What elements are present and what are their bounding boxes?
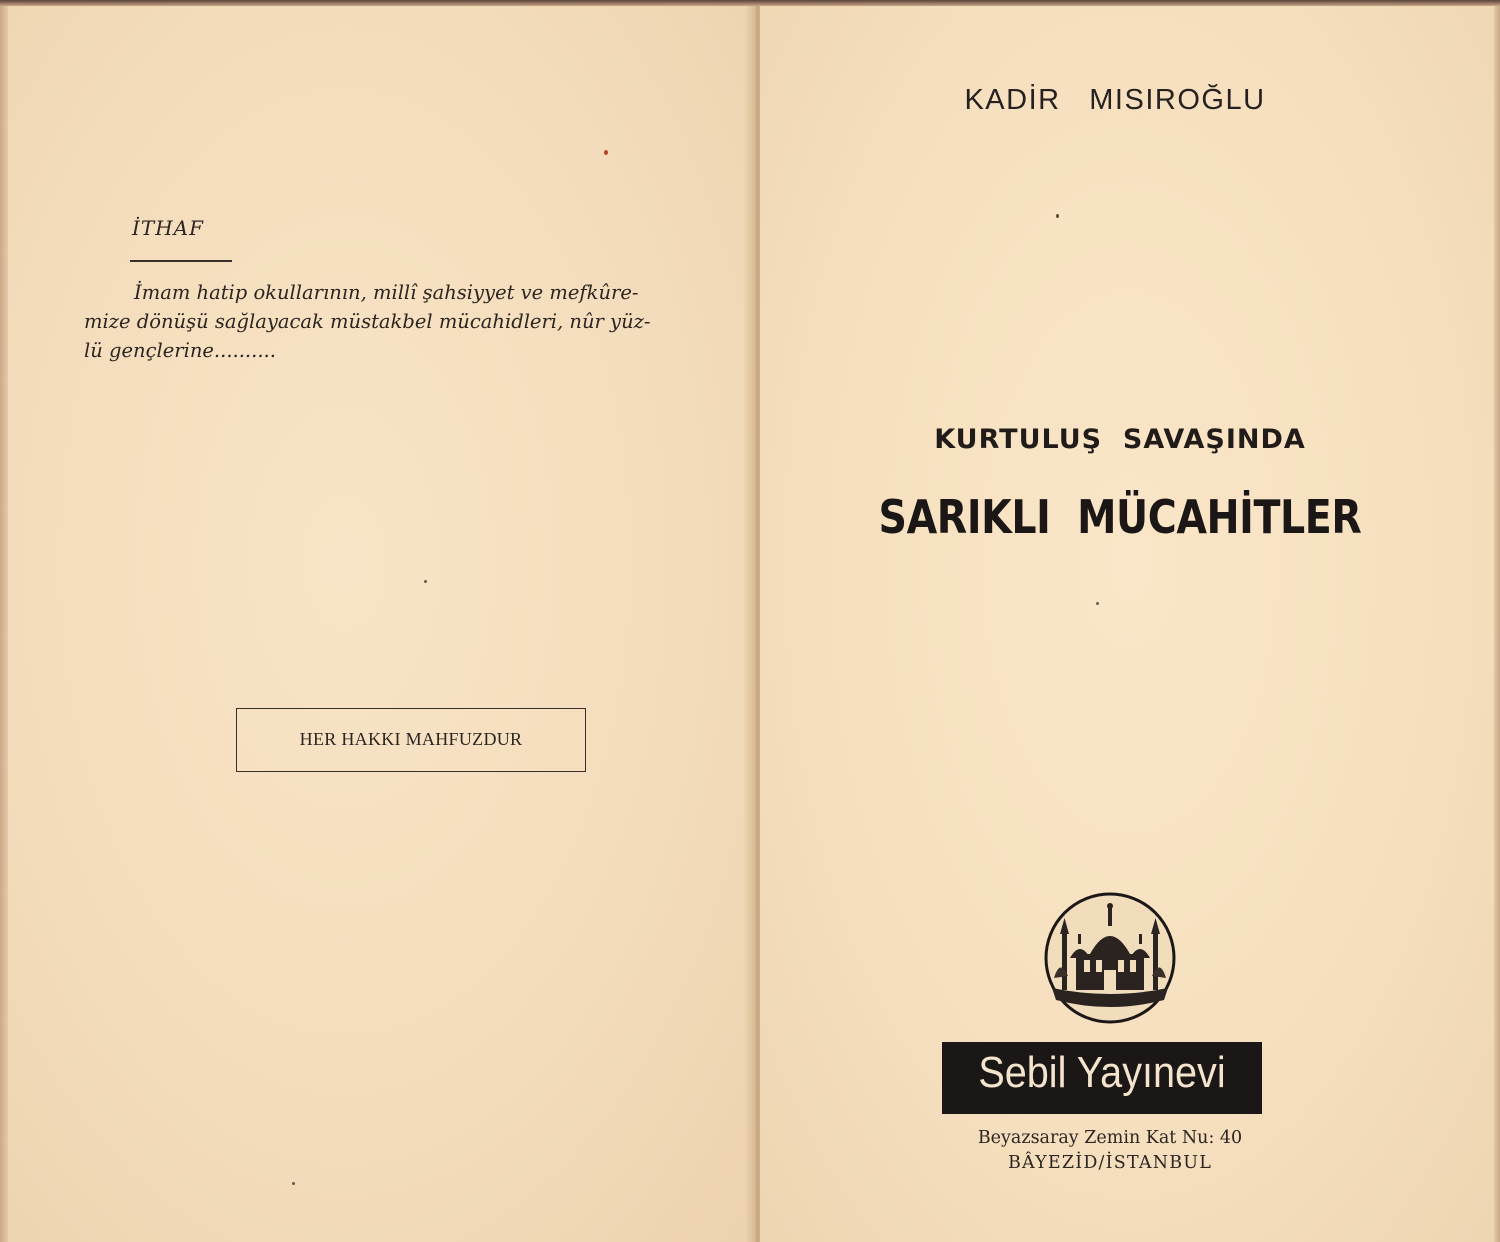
dedication-heading: İTHAF	[132, 216, 205, 240]
dedication-line-1: İmam hatip okullarının, millî şahsiyyet ve mefkûre-	[134, 281, 639, 304]
address-line-1: Beyazsaray Zemin Kat Nu: 40	[977, 1128, 1243, 1148]
publisher-name: Sebil Yayınevi	[978, 1048, 1226, 1097]
publisher-band	[942, 1042, 1262, 1114]
right-page-edge	[1494, 6, 1500, 1242]
rights-notice: HER HAKKI MAHFUZDUR	[299, 729, 523, 749]
paper-speck	[292, 1182, 295, 1185]
dedication-line-2: mize dönüşü sağlayacak müstakbel mücahidleri, nûr yüz-	[84, 310, 651, 333]
dedication-text	[84, 278, 752, 365]
address-line-2: BÂYEZİD/İSTANBUL	[1007, 1153, 1213, 1173]
paper-speck	[1056, 214, 1059, 218]
paper-speck	[604, 150, 608, 155]
paper-speck	[424, 580, 427, 583]
dedication-line-3: lü gençlerine..........	[84, 339, 276, 362]
left-page-edge	[0, 6, 8, 1242]
publisher-logo-icon	[1040, 888, 1180, 1028]
left-page	[8, 6, 756, 1242]
paper-speck	[1096, 602, 1099, 605]
book-title: SARIKLI MÜCAHİTLER	[878, 490, 1362, 544]
dedication-heading-rule	[130, 260, 232, 262]
author-name: KADİR MISIROĞLU	[964, 84, 1266, 116]
publisher-address	[760, 1126, 1460, 1176]
rights-notice-box	[236, 708, 586, 772]
book-subtitle: KURTULUŞ SAVAŞINDA	[934, 424, 1306, 455]
right-page	[760, 6, 1500, 1242]
